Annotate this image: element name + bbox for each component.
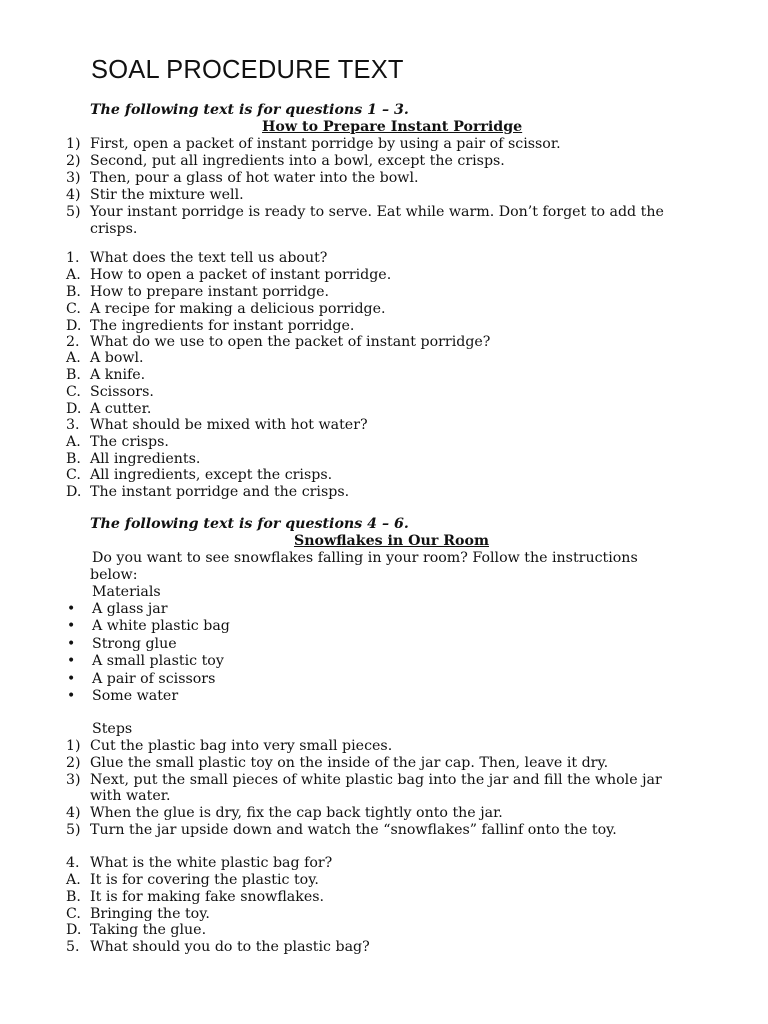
question-number: 2. — [66, 334, 80, 350]
option-letter: B. — [66, 889, 81, 905]
list-item: A small plastic toy — [92, 653, 224, 669]
option-letter: C. — [66, 301, 81, 317]
step-text: Next, put the small pieces of white plastic bag into the jar and fill the whole jar — [90, 772, 662, 788]
option-text: Scissors. — [90, 384, 154, 400]
option-letter: C. — [66, 906, 81, 922]
bullet-icon: • — [67, 671, 76, 687]
step-text-continued: with water. — [90, 788, 171, 804]
option-text: It is for making fake snowflakes. — [90, 889, 325, 905]
step-text: Glue the small plastic toy on the inside of the jar cap. Then, leave it dry. — [90, 755, 609, 771]
option-text: All ingredients. — [90, 451, 201, 467]
list-item: A pair of scissors — [92, 671, 216, 687]
step-text: Your instant porridge is ready to serve. Eat while warm. Don’t forget to add the — [90, 204, 664, 220]
step-text: Cut the plastic bag into very small pieces. — [90, 738, 393, 754]
step-number: 4) — [66, 187, 81, 203]
step-text: Stir the mixture well. — [90, 187, 244, 203]
section2-heading: Snowflakes in Our Room — [294, 533, 489, 549]
option-text: All ingredients, except the crisps. — [90, 467, 333, 483]
section2-description: Do you want to see snowflakes falling in your room? Follow the instructions — [92, 550, 638, 566]
step-text: Turn the jar upside down and watch the “snowflakes” fallinf onto the toy. — [90, 822, 617, 838]
option-letter: B. — [66, 284, 81, 300]
section1-intro: The following text is for questions 1 – 3. — [90, 102, 409, 118]
bullet-icon: • — [67, 653, 76, 669]
question-text: What should be mixed with hot water? — [90, 417, 368, 433]
question-text: What should you do to the plastic bag? — [90, 939, 370, 955]
option-letter: C. — [66, 384, 81, 400]
option-text: The crisps. — [90, 434, 169, 450]
option-text: Taking the glue. — [90, 922, 207, 938]
step-number: 1) — [66, 136, 81, 152]
option-text: How to prepare instant porridge. — [90, 284, 330, 300]
steps-label: Steps — [92, 721, 133, 737]
bullet-icon: • — [67, 636, 76, 652]
option-text: A recipe for making a delicious porridge. — [90, 301, 386, 317]
bullet-icon: • — [67, 618, 76, 634]
question-text: What is the white plastic bag for? — [90, 855, 333, 871]
page-title: SOAL PROCEDURE TEXT — [91, 56, 404, 84]
question-number: 4. — [66, 855, 80, 871]
list-item: A white plastic bag — [92, 618, 230, 634]
bullet-icon: • — [67, 601, 76, 617]
question-text: What do we use to open the packet of instant porridge? — [90, 334, 491, 350]
step-number: 3) — [66, 772, 81, 788]
option-letter: D. — [66, 922, 82, 938]
list-item: Some water — [92, 688, 179, 704]
materials-label: Materials — [92, 584, 161, 600]
option-text: A bowl. — [90, 350, 144, 366]
option-text: The ingredients for instant porridge. — [90, 318, 355, 334]
section2-description-continued: below: — [90, 567, 138, 583]
question-number: 3. — [66, 417, 80, 433]
step-number: 3) — [66, 170, 81, 186]
question-text: What does the text tell us about? — [90, 250, 328, 266]
step-text-continued: crisps. — [90, 221, 138, 237]
step-text: Second, put all ingredients into a bowl, except the crisps. — [90, 153, 505, 169]
list-item: Strong glue — [92, 636, 177, 652]
step-text: When the glue is dry, fix the cap back tightly onto the jar. — [90, 805, 503, 821]
option-text: Bringing the toy. — [90, 906, 210, 922]
option-letter: B. — [66, 451, 81, 467]
option-text: How to open a packet of instant porridge. — [90, 267, 392, 283]
step-number: 1) — [66, 738, 81, 754]
step-number: 2) — [66, 153, 81, 169]
option-text: It is for covering the plastic toy. — [90, 872, 319, 888]
bullet-icon: • — [67, 688, 76, 704]
option-letter: D. — [66, 401, 82, 417]
option-letter: B. — [66, 367, 81, 383]
step-text: Then, pour a glass of hot water into the bowl. — [90, 170, 419, 186]
step-text: First, open a packet of instant porridge by using a pair of scissor. — [90, 136, 561, 152]
option-letter: C. — [66, 467, 81, 483]
step-number: 2) — [66, 755, 81, 771]
step-number: 5) — [66, 204, 81, 220]
option-letter: A. — [66, 872, 81, 888]
step-number: 5) — [66, 822, 81, 838]
option-letter: D. — [66, 484, 82, 500]
section1-heading: How to Prepare Instant Porridge — [262, 119, 523, 135]
section2-intro: The following text is for questions 4 – 6. — [90, 516, 409, 532]
list-item: A glass jar — [92, 601, 168, 617]
option-letter: D. — [66, 318, 82, 334]
step-number: 4) — [66, 805, 81, 821]
option-letter: A. — [66, 267, 81, 283]
option-letter: A. — [66, 434, 81, 450]
option-text: The instant porridge and the crisps. — [90, 484, 350, 500]
option-text: A cutter. — [90, 401, 152, 417]
question-number: 5. — [66, 939, 80, 955]
option-text: A knife. — [90, 367, 146, 383]
question-number: 1. — [66, 250, 80, 266]
option-letter: A. — [66, 350, 81, 366]
